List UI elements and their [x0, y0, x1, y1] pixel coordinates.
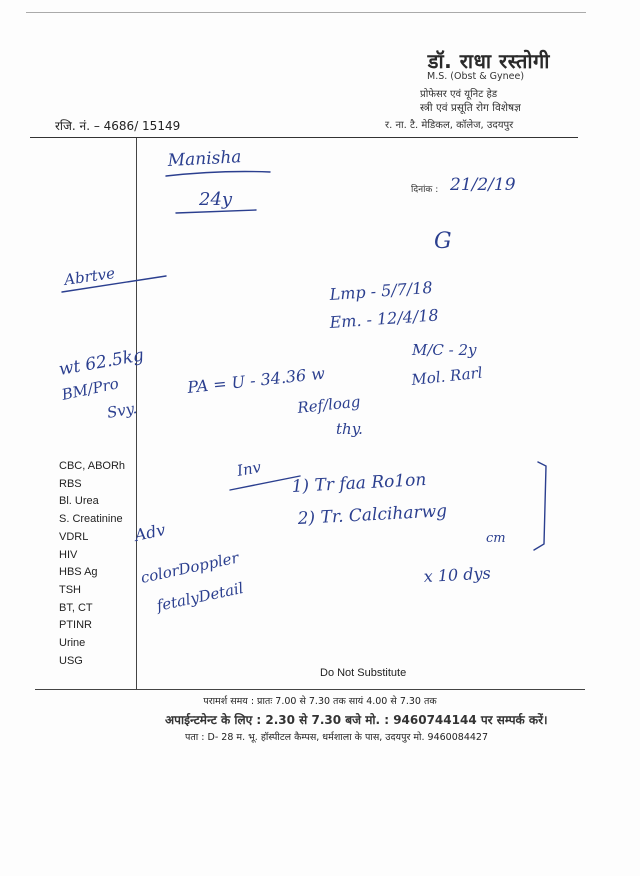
- menstrual-cycle: M/C - 2y: [412, 341, 477, 359]
- test-item: BT, CT: [59, 601, 93, 614]
- expected-date: Em. - 12/4/18: [328, 305, 440, 332]
- weight: wt 62.5kg: [57, 345, 146, 380]
- test-item: USG: [59, 654, 83, 667]
- appointment-info: अपाईन्टमेन्ट के लिए : 2.30 से 7.30 बजे मो. : 9460744144 पर सम्पर्क करें।: [165, 713, 548, 727]
- medication-bracket: [534, 462, 546, 550]
- consultation-timing: परामर्श समय : प्रातः 7.00 से 7.30 तक सायं 4.00 से 7.30 तक: [203, 696, 437, 707]
- test-item: HBS Ag: [59, 566, 98, 579]
- test-item: TSH: [59, 583, 81, 596]
- date-label: दिनांक :: [411, 185, 439, 195]
- pa-exam-2: Ref/loag: [296, 392, 362, 417]
- test-item: HIV: [59, 548, 78, 561]
- patient-name: Manisha: [167, 147, 242, 171]
- inv-label: Inv: [235, 458, 263, 480]
- name-underline: [166, 172, 270, 177]
- pa-exam: PA = U - 34.36 w: [186, 363, 326, 397]
- svy-note: Svy.: [105, 399, 139, 422]
- doctor-name: डॉ. राधा रस्तोगी: [427, 49, 550, 73]
- visit-date: 21/2/19: [450, 175, 516, 195]
- test-item: PTINR: [59, 619, 92, 632]
- lmp: Lmp - 5/7/18: [328, 277, 434, 304]
- medication-1: 1) Tr faa Ro1on: [291, 469, 427, 497]
- mol-note: Mol. Rarl: [410, 363, 484, 389]
- address-info: पता : D- 28 म. भू. हॉस्पीटल कैम्पस, धर्मशाला के पास, उदयपुर मो. 9460084427: [185, 732, 488, 743]
- doctor-degree: M.S. (Obst & Gynee): [427, 71, 525, 82]
- age-underline: [176, 210, 256, 213]
- pa-exam-3: thy.: [336, 420, 363, 438]
- test-item: Bl. Urea: [59, 495, 99, 508]
- medication-3: cm: [486, 531, 506, 546]
- doppler-advice: colorDoppler: [139, 548, 241, 587]
- registration-number: रजि. नं. – 4686/ 15149: [55, 119, 181, 133]
- doctor-designation: प्रोफेसर एवं यूनिट हेड: [420, 89, 498, 100]
- do-not-substitute: Do Not Substitute: [320, 667, 407, 679]
- test-item: Urine: [59, 637, 86, 650]
- patient-age: 24y: [199, 189, 233, 210]
- medication-2: 2) Tr. Calciharwg: [297, 501, 448, 529]
- rx-mark: G: [434, 229, 452, 254]
- diagnosis: Abrtve: [63, 264, 117, 289]
- test-item: CBC, ABORh: [59, 460, 126, 472]
- bp-note: BM/Pro: [60, 374, 121, 404]
- doctor-specialty: स्त्री एवं प्रसूति रोग विशेषज्ञ: [420, 102, 521, 114]
- test-item: RBS: [59, 477, 82, 490]
- duration: x 10 dys: [423, 563, 492, 586]
- doctor-college: र. ना. टै. मेडिकल, कॉलेज, उदयपुर: [385, 120, 514, 131]
- advice-label: Adv: [132, 519, 168, 545]
- test-item: VDRL: [59, 530, 89, 543]
- test-item: S. Creatinine: [59, 513, 123, 526]
- doppler-advice-2: fetalyDetail: [155, 578, 246, 615]
